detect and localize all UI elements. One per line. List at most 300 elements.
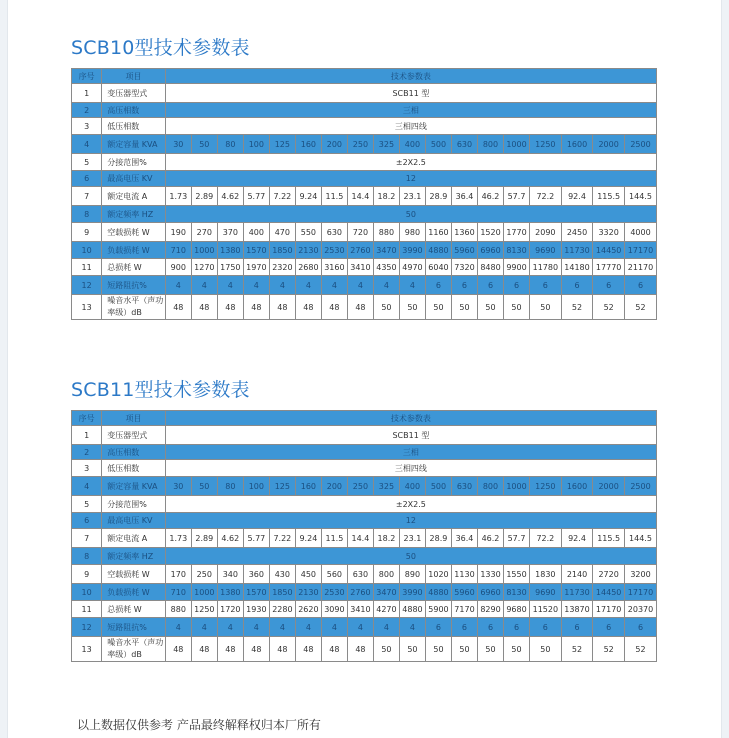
table-row (72, 513, 657, 529)
value-cell: 400 (399, 477, 425, 496)
value-cell: 2.89 (191, 529, 217, 548)
value-cell: 72.2 (530, 529, 562, 548)
value-cell: 2090 (530, 223, 562, 242)
right-page-border (721, 0, 729, 738)
value-cell: 100 (243, 477, 269, 496)
value-cell: 50 (399, 295, 425, 320)
value-cell: 125 (269, 135, 295, 154)
value-cell: 9690 (530, 242, 562, 259)
value-cell: 6040 (425, 259, 451, 276)
value-cell: 4000 (624, 223, 656, 242)
value-cell: 3990 (399, 584, 425, 601)
value-cell: 4350 (373, 259, 399, 276)
value-cell: 3200 (624, 565, 656, 584)
value-cell: 4 (347, 618, 373, 637)
row-number: 8 (72, 548, 102, 565)
table-row (72, 154, 657, 171)
value-cell: 7320 (451, 259, 477, 276)
row-number: 10 (72, 584, 102, 601)
value-cell: 23.1 (399, 187, 425, 206)
value-cell: 6 (593, 276, 625, 295)
table-header-row (72, 69, 657, 84)
table-row (72, 601, 657, 618)
value-cell: 6 (504, 276, 530, 295)
header-params: 技术参数表 (165, 411, 656, 426)
value-cell: 500 (425, 135, 451, 154)
value-cell: 6 (624, 276, 656, 295)
value-cell: 1600 (561, 135, 593, 154)
value-cell: 52 (561, 295, 593, 320)
value-cell: 1550 (504, 565, 530, 584)
value-cell: 17770 (593, 259, 625, 276)
value-cell: 125 (269, 477, 295, 496)
row-number: 12 (72, 276, 102, 295)
value-cell: 800 (373, 565, 399, 584)
row-number: 1 (72, 84, 102, 103)
value-cell: 250 (347, 477, 373, 496)
value-cell: 2760 (347, 242, 373, 259)
value-cell: 1520 (477, 223, 503, 242)
value-cell: 200 (321, 477, 347, 496)
value-cell: 450 (295, 565, 321, 584)
row-number: 1 (72, 426, 102, 445)
row-item-name: 噪音水平（声功率级）dB (102, 295, 166, 320)
value-cell: 17170 (624, 584, 656, 601)
row-number: 7 (72, 529, 102, 548)
value-cell: 550 (295, 223, 321, 242)
row-number: 13 (72, 295, 102, 320)
value-cell: 50 (477, 637, 503, 662)
value-cell: 9680 (504, 601, 530, 618)
table-row (72, 276, 657, 295)
value-cell: 2000 (593, 477, 625, 496)
table-header-row (72, 411, 657, 426)
value-cell: 1360 (451, 223, 477, 242)
value-cell: 48 (243, 637, 269, 662)
value-cell: 48 (217, 637, 243, 662)
value-cell: 48 (269, 295, 295, 320)
row-number: 11 (72, 259, 102, 276)
header-no: 序号 (72, 411, 102, 426)
value-cell: 3990 (399, 242, 425, 259)
merged-value-cell: 12 (165, 513, 656, 529)
value-cell: 160 (295, 477, 321, 496)
value-cell: 57.7 (504, 187, 530, 206)
value-cell: 2530 (321, 584, 347, 601)
value-cell: 800 (477, 135, 503, 154)
value-cell: 14450 (593, 242, 625, 259)
value-cell: 48 (321, 295, 347, 320)
value-cell: 6 (504, 618, 530, 637)
row-number: 3 (72, 118, 102, 135)
row-item-name: 额定电流 A (102, 529, 166, 548)
merged-value-cell: SCB11 型 (165, 84, 656, 103)
row-item-name: 变压器型式 (102, 426, 166, 445)
scb10-parameter-table (71, 68, 657, 320)
value-cell: 48 (295, 295, 321, 320)
table-row (72, 584, 657, 601)
value-cell: 4 (269, 276, 295, 295)
row-number: 10 (72, 242, 102, 259)
row-item-name: 噪音水平（声功率级）dB (102, 637, 166, 662)
value-cell: 36.4 (451, 187, 477, 206)
value-cell: 3470 (373, 584, 399, 601)
value-cell: 710 (165, 242, 191, 259)
value-cell: 50 (191, 477, 217, 496)
value-cell: 325 (373, 135, 399, 154)
value-cell: 9900 (504, 259, 530, 276)
scb11-table-title: SCB11型技术参数表 (71, 379, 250, 401)
value-cell: 50 (373, 295, 399, 320)
value-cell: 52 (561, 637, 593, 662)
value-cell: 46.2 (477, 187, 503, 206)
value-cell: 1250 (191, 601, 217, 618)
value-cell: 80 (217, 135, 243, 154)
value-cell: 9.24 (295, 187, 321, 206)
disclaimer-footer: 以上数据仅供参考 产品最终解释权归本厂所有 (77, 718, 321, 732)
merged-value-cell: 三相四线 (165, 118, 656, 135)
table-row (72, 242, 657, 259)
value-cell: 2280 (269, 601, 295, 618)
value-cell: 18.2 (373, 187, 399, 206)
value-cell: 4970 (399, 259, 425, 276)
row-item-name: 额定电流 A (102, 187, 166, 206)
value-cell: 1750 (217, 259, 243, 276)
value-cell: 200 (321, 135, 347, 154)
table-row (72, 529, 657, 548)
value-cell: 2720 (593, 565, 625, 584)
row-item-name: 总损耗 W (102, 259, 166, 276)
table-row (72, 426, 657, 445)
value-cell: 980 (399, 223, 425, 242)
value-cell: 28.9 (425, 529, 451, 548)
value-cell: 48 (165, 637, 191, 662)
merged-value-cell: 12 (165, 171, 656, 187)
value-cell: 36.4 (451, 529, 477, 548)
value-cell: 72.2 (530, 187, 562, 206)
value-cell: 6 (477, 276, 503, 295)
value-cell: 52 (624, 637, 656, 662)
value-cell: 2620 (295, 601, 321, 618)
value-cell: 6 (477, 618, 503, 637)
value-cell: 4 (269, 618, 295, 637)
value-cell: 11.5 (321, 187, 347, 206)
value-cell: 50 (451, 295, 477, 320)
value-cell: 2680 (295, 259, 321, 276)
row-item-name: 额定频率 HZ (102, 206, 166, 223)
value-cell: 1380 (217, 584, 243, 601)
row-number: 5 (72, 154, 102, 171)
row-number: 2 (72, 445, 102, 460)
value-cell: 50 (373, 637, 399, 662)
value-cell: 115.5 (593, 187, 625, 206)
value-cell: 6 (451, 276, 477, 295)
table-row (72, 206, 657, 223)
value-cell: 1160 (425, 223, 451, 242)
value-cell: 1330 (477, 565, 503, 584)
value-cell: 48 (217, 295, 243, 320)
value-cell: 1380 (217, 242, 243, 259)
value-cell: 5900 (425, 601, 451, 618)
table-row (72, 135, 657, 154)
value-cell: 2130 (295, 584, 321, 601)
value-cell: 5960 (451, 584, 477, 601)
row-number: 2 (72, 103, 102, 118)
table-row (72, 171, 657, 187)
value-cell: 8480 (477, 259, 503, 276)
value-cell: 4.62 (217, 529, 243, 548)
row-item-name: 最高电压 KV (102, 513, 166, 529)
value-cell: 50 (399, 637, 425, 662)
value-cell: 720 (347, 223, 373, 242)
value-cell: 92.4 (561, 187, 593, 206)
value-cell: 144.5 (624, 187, 656, 206)
merged-value-cell: ±2X2.5 (165, 496, 656, 513)
value-cell: 52 (593, 295, 625, 320)
table-row (72, 103, 657, 118)
value-cell: 4880 (425, 584, 451, 601)
value-cell: 4 (347, 276, 373, 295)
value-cell: 115.5 (593, 529, 625, 548)
value-cell: 430 (269, 565, 295, 584)
value-cell: 1.73 (165, 529, 191, 548)
value-cell: 370 (217, 223, 243, 242)
value-cell: 340 (217, 565, 243, 584)
value-cell: 50 (530, 637, 562, 662)
value-cell: 8130 (504, 584, 530, 601)
value-cell: 100 (243, 135, 269, 154)
value-cell: 630 (451, 477, 477, 496)
value-cell: 50 (451, 637, 477, 662)
row-item-name: 空载损耗 W (102, 565, 166, 584)
value-cell: 1930 (243, 601, 269, 618)
value-cell: 400 (243, 223, 269, 242)
value-cell: 48 (191, 637, 217, 662)
table-row (72, 460, 657, 477)
value-cell: 92.4 (561, 529, 593, 548)
value-cell: 5.77 (243, 187, 269, 206)
value-cell: 11730 (561, 242, 593, 259)
value-cell: 880 (165, 601, 191, 618)
value-cell: 6 (530, 276, 562, 295)
row-item-name: 分接范围% (102, 154, 166, 171)
value-cell: 5.77 (243, 529, 269, 548)
value-cell: 7.22 (269, 187, 295, 206)
row-number: 6 (72, 171, 102, 187)
row-item-name: 低压相数 (102, 460, 166, 477)
value-cell: 6 (561, 618, 593, 637)
value-cell: 4.62 (217, 187, 243, 206)
value-cell: 4880 (399, 601, 425, 618)
value-cell: 50 (425, 637, 451, 662)
table-row (72, 223, 657, 242)
value-cell: 250 (191, 565, 217, 584)
table-row (72, 445, 657, 460)
value-cell: 1600 (561, 477, 593, 496)
value-cell: 11.5 (321, 529, 347, 548)
value-cell: 48 (321, 637, 347, 662)
value-cell: 1250 (530, 477, 562, 496)
value-cell: 11780 (530, 259, 562, 276)
row-number: 9 (72, 223, 102, 242)
value-cell: 630 (347, 565, 373, 584)
merged-value-cell: 三相 (165, 445, 656, 460)
value-cell: 1770 (504, 223, 530, 242)
value-cell: 8290 (477, 601, 503, 618)
value-cell: 6 (561, 276, 593, 295)
value-cell: 190 (165, 223, 191, 242)
row-item-name: 高压相数 (102, 445, 166, 460)
table-row (72, 548, 657, 565)
value-cell: 2450 (561, 223, 593, 242)
value-cell: 13870 (561, 601, 593, 618)
value-cell: 3410 (347, 259, 373, 276)
value-cell: 14180 (561, 259, 593, 276)
value-cell: 4 (217, 276, 243, 295)
value-cell: 6 (425, 276, 451, 295)
value-cell: 800 (477, 477, 503, 496)
value-cell: 4 (243, 618, 269, 637)
value-cell: 1250 (530, 135, 562, 154)
row-item-name: 空载损耗 W (102, 223, 166, 242)
value-cell: 4 (165, 276, 191, 295)
value-cell: 4 (295, 618, 321, 637)
row-number: 8 (72, 206, 102, 223)
row-item-name: 额定容量 KVA (102, 135, 166, 154)
value-cell: 170 (165, 565, 191, 584)
value-cell: 1000 (191, 584, 217, 601)
table-row (72, 618, 657, 637)
value-cell: 560 (321, 565, 347, 584)
value-cell: 250 (347, 135, 373, 154)
value-cell: 80 (217, 477, 243, 496)
value-cell: 14.4 (347, 187, 373, 206)
value-cell: 4 (373, 276, 399, 295)
value-cell: 3320 (593, 223, 625, 242)
merged-value-cell: SCB11 型 (165, 426, 656, 445)
row-number: 4 (72, 135, 102, 154)
row-number: 5 (72, 496, 102, 513)
value-cell: 48 (347, 637, 373, 662)
value-cell: 1270 (191, 259, 217, 276)
row-number: 7 (72, 187, 102, 206)
row-number: 3 (72, 460, 102, 477)
value-cell: 4 (399, 618, 425, 637)
value-cell: 2.89 (191, 187, 217, 206)
value-cell: 4 (321, 618, 347, 637)
value-cell: 9.24 (295, 529, 321, 548)
row-item-name: 额定频率 HZ (102, 548, 166, 565)
merged-value-cell: 50 (165, 206, 656, 223)
value-cell: 6960 (477, 242, 503, 259)
table-row (72, 295, 657, 320)
value-cell: 50 (504, 637, 530, 662)
value-cell: 50 (191, 135, 217, 154)
value-cell: 18.2 (373, 529, 399, 548)
value-cell: 50 (504, 295, 530, 320)
value-cell: 7.22 (269, 529, 295, 548)
value-cell: 6 (451, 618, 477, 637)
value-cell: 11730 (561, 584, 593, 601)
value-cell: 46.2 (477, 529, 503, 548)
value-cell: 4 (165, 618, 191, 637)
value-cell: 2140 (561, 565, 593, 584)
merged-value-cell: 三相四线 (165, 460, 656, 477)
row-item-name: 最高电压 KV (102, 171, 166, 187)
value-cell: 2130 (295, 242, 321, 259)
value-cell: 50 (425, 295, 451, 320)
value-cell: 30 (165, 135, 191, 154)
value-cell: 4 (243, 276, 269, 295)
row-item-name: 总损耗 W (102, 601, 166, 618)
row-item-name: 负载损耗 W (102, 584, 166, 601)
value-cell: 4 (217, 618, 243, 637)
value-cell: 144.5 (624, 529, 656, 548)
value-cell: 1830 (530, 565, 562, 584)
value-cell: 2500 (624, 135, 656, 154)
value-cell: 52 (593, 637, 625, 662)
value-cell: 400 (399, 135, 425, 154)
value-cell: 17170 (624, 242, 656, 259)
merged-value-cell: 50 (165, 548, 656, 565)
table-row (72, 118, 657, 135)
value-cell: 4 (399, 276, 425, 295)
value-cell: 48 (165, 295, 191, 320)
value-cell: 1000 (504, 135, 530, 154)
value-cell: 1000 (504, 477, 530, 496)
value-cell: 3410 (347, 601, 373, 618)
left-page-border (0, 0, 8, 738)
value-cell: 1850 (269, 584, 295, 601)
value-cell: 57.7 (504, 529, 530, 548)
value-cell: 4 (321, 276, 347, 295)
table-row (72, 637, 657, 662)
row-item-name: 负载损耗 W (102, 242, 166, 259)
value-cell: 1130 (451, 565, 477, 584)
value-cell: 14450 (593, 584, 625, 601)
value-cell: 4 (373, 618, 399, 637)
value-cell: 48 (347, 295, 373, 320)
value-cell: 11520 (530, 601, 562, 618)
row-number: 6 (72, 513, 102, 529)
value-cell: 21170 (624, 259, 656, 276)
table-row (72, 477, 657, 496)
value-cell: 1570 (243, 242, 269, 259)
value-cell: 3160 (321, 259, 347, 276)
merged-value-cell: 三相 (165, 103, 656, 118)
value-cell: 23.1 (399, 529, 425, 548)
value-cell: 710 (165, 584, 191, 601)
value-cell: 17170 (593, 601, 625, 618)
value-cell: 48 (269, 637, 295, 662)
value-cell: 1850 (269, 242, 295, 259)
value-cell: 8130 (504, 242, 530, 259)
header-params: 技术参数表 (165, 69, 656, 84)
value-cell: 160 (295, 135, 321, 154)
value-cell: 500 (425, 477, 451, 496)
value-cell: 325 (373, 477, 399, 496)
value-cell: 1720 (217, 601, 243, 618)
value-cell: 4 (191, 618, 217, 637)
value-cell: 50 (477, 295, 503, 320)
row-item-name: 额定容量 KVA (102, 477, 166, 496)
value-cell: 890 (399, 565, 425, 584)
value-cell: 360 (243, 565, 269, 584)
value-cell: 1000 (191, 242, 217, 259)
row-item-name: 短路阻抗% (102, 618, 166, 637)
value-cell: 28.9 (425, 187, 451, 206)
value-cell: 3090 (321, 601, 347, 618)
